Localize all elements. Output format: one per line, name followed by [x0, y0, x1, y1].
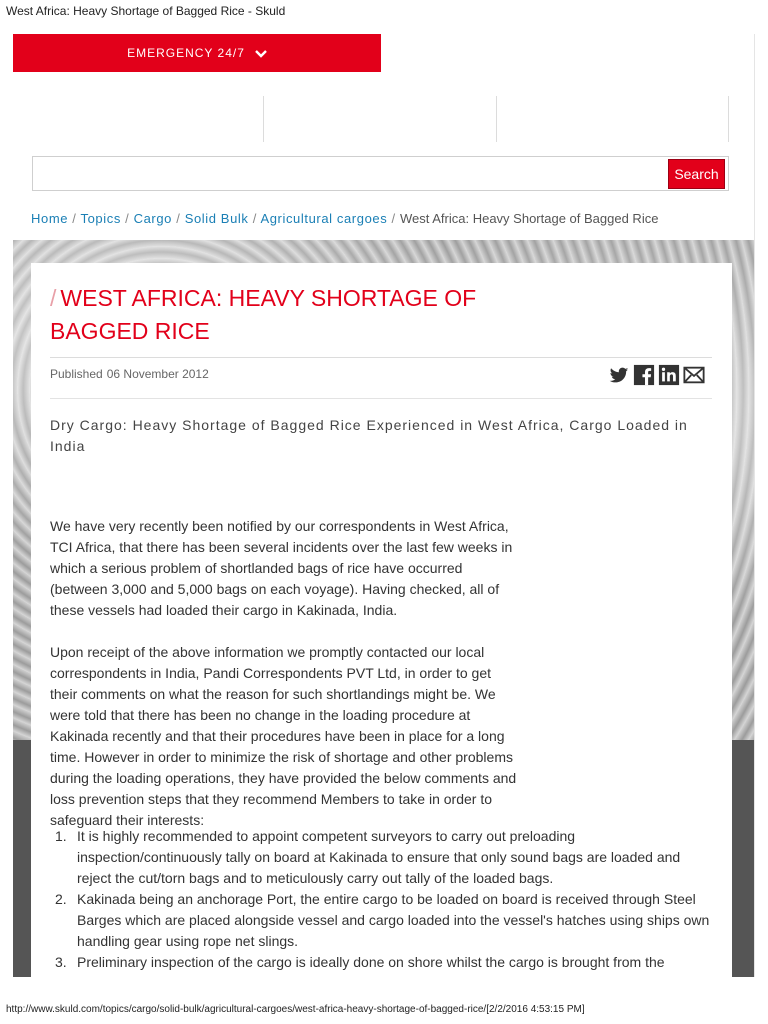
breadcrumb-cargo[interactable]: Cargo — [133, 211, 173, 226]
nav-divider — [496, 96, 497, 142]
breadcrumb-separator: / — [176, 211, 181, 226]
breadcrumb-separator: / — [391, 211, 396, 226]
main-nav — [13, 96, 754, 142]
list-item-number: 2. — [55, 891, 67, 907]
article-paragraph: We have very recently been notified by our correspondents in West Africa, TCI Africa, that there has been several incidents over the last few weeks in which a serious problem of shortlanded bags of rice have occurred (between 3,000 and 5,000 bags on each voyage). Having checked, all of these vessels had loaded their cargo in Kakinada, India. — [50, 518, 513, 618]
chevron-down-icon — [255, 46, 267, 61]
published-date-value: 06 November 2012 — [106, 367, 209, 381]
search-input[interactable] — [32, 156, 729, 191]
recommendations-list — [50, 826, 710, 973]
page-frame — [13, 34, 754, 977]
published-date — [50, 367, 209, 381]
list-item-text: Kakinada being an anchorage Port, the entire cargo to be loaded on board is received through Steel Barges which are placed alongside vessel and cargo loaded into the vessel's hatches using ships own handling gear using rope net slings. — [77, 891, 710, 949]
share-icons — [608, 364, 705, 386]
breadcrumb-topics[interactable]: Topics — [80, 211, 121, 226]
search-button[interactable]: Search — [668, 159, 725, 189]
breadcrumb-solid-bulk[interactable]: Solid Bulk — [184, 211, 249, 226]
frame-edge — [754, 34, 755, 977]
breadcrumb-separator: / — [125, 211, 130, 226]
divider — [50, 398, 712, 399]
article-card — [31, 263, 732, 977]
breadcrumb-home[interactable]: Home — [31, 211, 69, 226]
list-item-text: It is highly recommended to appoint competent surveyors to carry out preloading inspection/continuously tally on board at Kakinada to ensure that only sound bags are loaded and reject the cut/torn bags and to meticulously carry out tally of the loaded bags. — [77, 828, 681, 886]
emergency-label: EMERGENCY 24/7 — [127, 46, 245, 60]
published-label: Published — [50, 367, 103, 381]
breadcrumb — [31, 211, 658, 226]
article-title-text: WEST AFRICA: HEAVY SHORTAGE OF BAGGED RICE — [50, 285, 477, 344]
list-item — [50, 826, 710, 889]
facebook-icon[interactable] — [633, 364, 655, 386]
print-page-url: http://www.skuld.com/topics/cargo/solid-bulk/agricultural-cargoes/west-africa-heavy-shortage-of-bagged-rice/[2/2/2016 4:53:15 PM] — [6, 1004, 585, 1015]
article-paragraph: Upon receipt of the above information we promptly contacted our local correspondents in India, Pandi Correspondents PVT Ltd, in order to get their comments on what the reason for such shortlandings might be. We were told that there has been no change in the loading procedure at Kakinada recently and that their procedures have been in place for a long time. However in order to minimize the risk of shortage and other problems during the loading operations, they have provided the below comments and loss prevention steps that they recommend Members to take in order to safeguard their interests: — [50, 644, 517, 828]
breadcrumb-current: West Africa: Heavy Shortage of Bagged Rice — [399, 211, 659, 226]
list-item — [50, 889, 710, 952]
nav-divider — [263, 96, 264, 142]
nav-divider — [728, 96, 729, 142]
divider — [50, 357, 712, 358]
twitter-icon[interactable] — [608, 364, 630, 386]
list-item — [50, 952, 710, 973]
list-item-number: 1. — [55, 828, 67, 844]
article-lead: Dry Cargo: Heavy Shortage of Bagged Rice Experienced in West Africa, Cargo Loaded in India — [50, 417, 688, 454]
title-slash: / — [50, 285, 57, 311]
list-item-text: Preliminary inspection of the cargo is ideally done on shore whilst the cargo is brought from the — [77, 954, 665, 970]
print-page-title: West Africa: Heavy Shortage of Bagged Rice - Skuld — [6, 4, 286, 18]
linkedin-icon[interactable] — [658, 364, 680, 386]
list-item-number: 3. — [55, 954, 67, 970]
email-icon[interactable] — [683, 364, 705, 386]
breadcrumb-separator: / — [72, 211, 77, 226]
article-title — [50, 282, 570, 348]
emergency-button[interactable] — [13, 34, 381, 72]
breadcrumb-agricultural-cargoes[interactable]: Agricultural cargoes — [260, 211, 388, 226]
breadcrumb-separator: / — [252, 211, 257, 226]
